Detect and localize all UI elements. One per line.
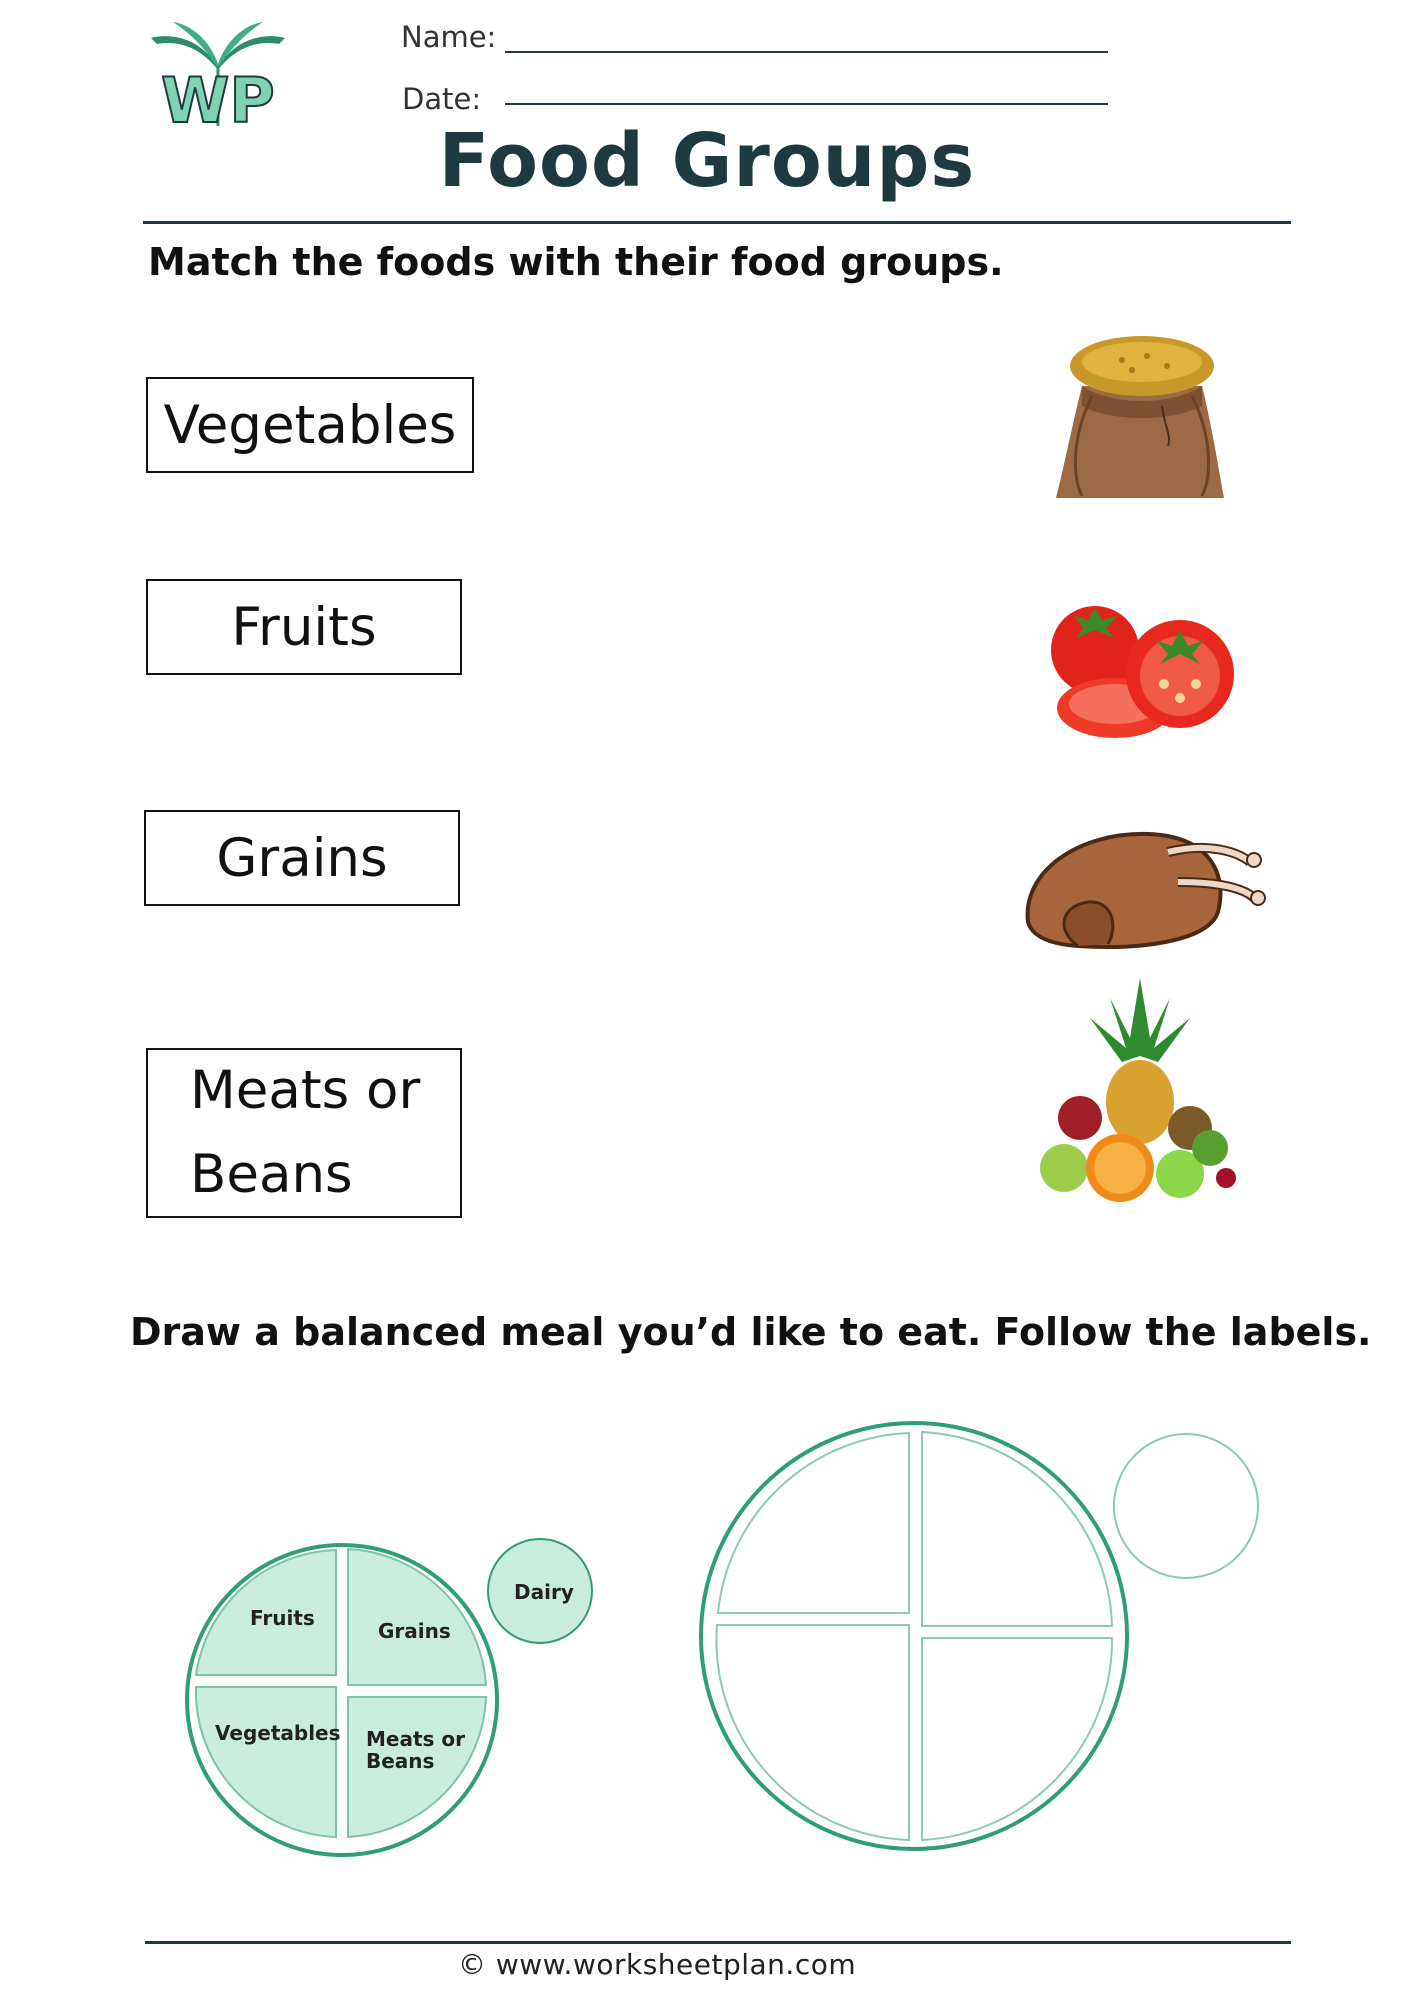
tomatoes-icon[interactable] xyxy=(1040,600,1240,742)
blank-quadrant-bottom-left[interactable] xyxy=(716,1625,909,1840)
footer xyxy=(458,1948,856,1981)
grain-sack-icon[interactable] xyxy=(1052,326,1232,506)
draw-instruction: Draw a balanced meal you’d like to eat. Follow the labels. xyxy=(130,1310,1372,1354)
page-title: Food Groups xyxy=(438,118,976,204)
plate-label-fruits: Fruits xyxy=(250,1606,315,1630)
match-box-fruits[interactable] xyxy=(146,579,462,675)
example-plate xyxy=(184,1535,604,1860)
logo xyxy=(143,18,293,130)
plate-label-dairy: Dairy xyxy=(514,1580,574,1604)
copyright-icon: © xyxy=(458,1948,487,1981)
blank-quadrant-bottom-right[interactable] xyxy=(922,1638,1112,1840)
blank-quadrant-top-right[interactable] xyxy=(922,1432,1112,1626)
plate-label-vegetables: Vegetables xyxy=(215,1721,341,1745)
plate-label-meats-line2: Beans xyxy=(366,1749,435,1773)
match-box-grains[interactable] xyxy=(144,810,460,906)
match-box-meats-beans[interactable] xyxy=(146,1048,462,1218)
date-line[interactable] xyxy=(505,103,1108,105)
match-box-label-line2: Beans xyxy=(190,1144,353,1205)
date-label: Date: xyxy=(402,82,482,116)
title-divider xyxy=(143,221,1291,224)
name-label: Name: xyxy=(401,20,497,54)
book-logo-icon xyxy=(143,18,293,130)
match-box-label-line1: Meats or xyxy=(190,1060,421,1121)
logo-text: WP xyxy=(161,64,275,130)
plate-label-meats-line1: Meats or xyxy=(366,1727,465,1751)
blank-dairy-circle[interactable] xyxy=(1114,1434,1258,1578)
roast-chicken-icon[interactable] xyxy=(1018,812,1268,954)
plate-label-grains: Grains xyxy=(378,1619,451,1643)
match-box-vegetables[interactable] xyxy=(146,377,474,473)
match-box-label: Vegetables xyxy=(163,394,457,456)
blank-plate[interactable] xyxy=(696,1416,1276,1856)
footer-website-link[interactable]: www.worksheetplan.com xyxy=(495,1948,857,1981)
footer-divider xyxy=(145,1941,1291,1944)
name-line[interactable] xyxy=(505,51,1108,53)
match-box-label: Grains xyxy=(216,827,388,889)
fruit-pile-icon[interactable] xyxy=(1030,978,1250,1206)
match-instruction: Match the foods with their food groups. xyxy=(148,240,1004,284)
match-box-label: Fruits xyxy=(231,596,377,658)
